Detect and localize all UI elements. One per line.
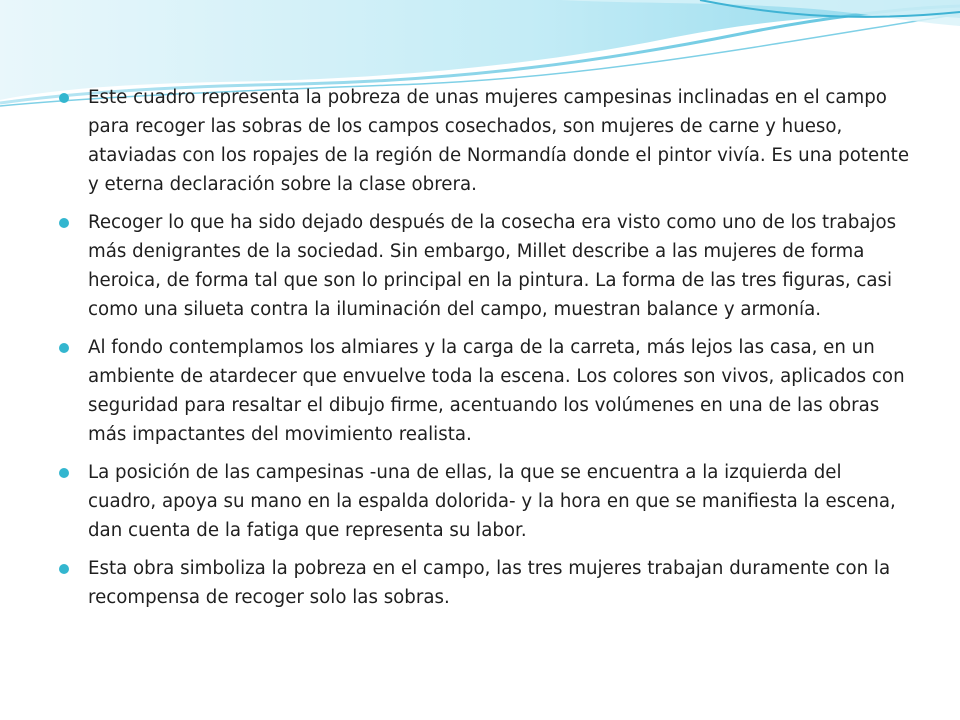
bullet-dot-icon [59, 93, 69, 103]
bullet-text: Esta obra simboliza la pobreza en el campo, las tres mujeres trabajan duramente con la recompensa de recoger solo las sobras. [88, 558, 891, 608]
bullet-item [57, 458, 913, 545]
bullet-text: Recoger lo que ha sido dejado después de la cosecha era visto como uno de los trabajos más denigrantes de la sociedad. Sin embargo, Millet describe a las mujeres de forma heroica, de forma tal que son lo principal en la pintura. La forma de las tres figuras, casi como una silueta contra la iluminación del campo, muestran balance y armonía. [88, 212, 897, 320]
bullet-text: La posición de las campesinas -una de ellas, la que se encuentra a la izquierda del cuadro, apoya su mano en la espalda dolorida- y la hora en que se manifiesta la escena, dan cuenta de la fatiga que representa su labor. [88, 462, 896, 541]
bullet-list [57, 83, 913, 621]
bullet-dot-icon [59, 218, 69, 228]
bullet-text: Al fondo contemplamos los almiares y la carga de la carreta, más lejos las casa, en un ambiente de atardecer que envuelve toda la escena. Los colores son vivos, aplicados con seguridad para resaltar el dibujo firme, acentuando los volúmenes en una de las obras más impactantes del movimiento realista. [88, 337, 905, 445]
bullet-item [57, 333, 913, 449]
bullet-item [57, 83, 913, 199]
bullet-dot-icon [59, 343, 69, 353]
bullet-item [57, 208, 913, 324]
bullet-dot-icon [59, 564, 69, 574]
bullet-dot-icon [59, 468, 69, 478]
bullet-text: Este cuadro representa la pobreza de unas mujeres campesinas inclinadas en el campo para recoger las sobras de los campos cosechados, son mujeres de carne y hueso, ataviadas con los ropajes de la región de Normandía donde el pintor vivía. Es una potente y eterna declaración sobre la clase obrera. [88, 87, 910, 195]
bullet-item [57, 554, 913, 612]
